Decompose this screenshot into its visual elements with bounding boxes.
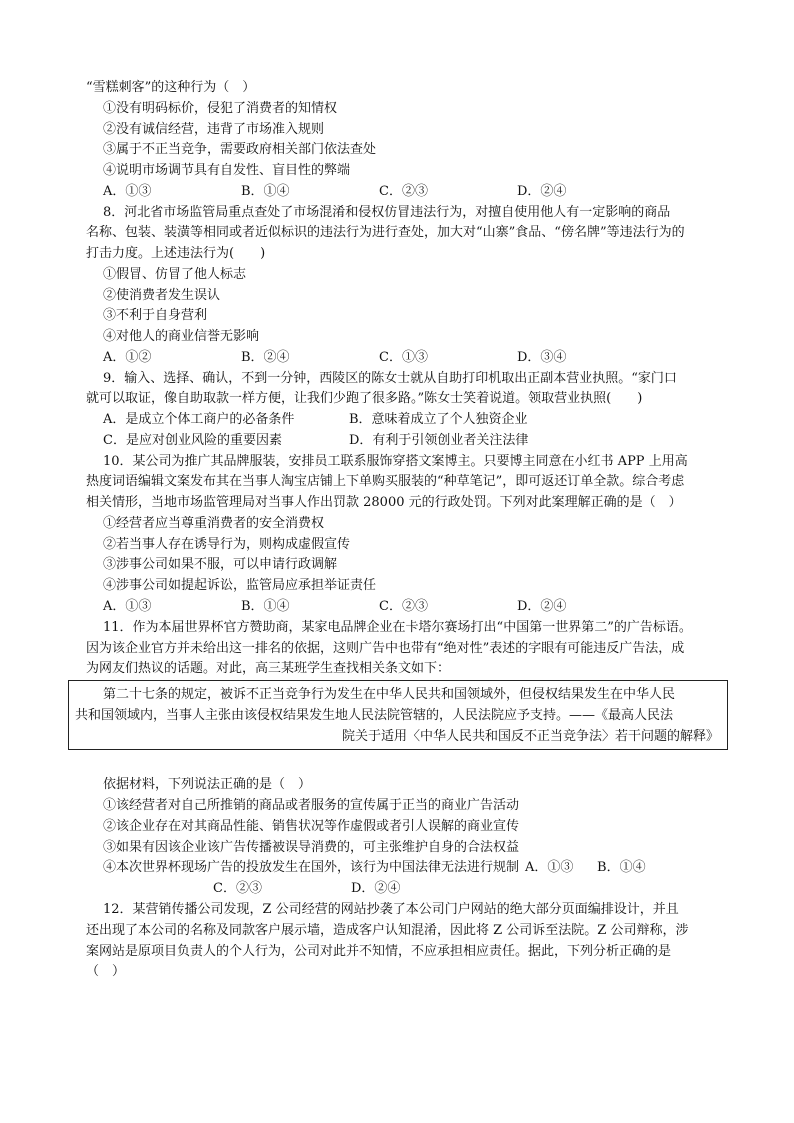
q9-stem-line-2: 就可以取证，像自助取款一样方便，让我们少跑了很多路。”陈女士笑着说道。领取营业执照( ) (86, 391, 643, 406)
q9-option-a[interactable]: A．是成立个体工商户的必备条件 (103, 412, 295, 427)
q10-option-d[interactable]: D．②④ (517, 599, 567, 614)
q11-option-b[interactable]: B．①④ (597, 860, 646, 875)
q8-options (103, 348, 655, 368)
q12-stem-line-4: （ ） (86, 964, 126, 979)
q8-item-2: ②使消费者发生误认 (103, 288, 221, 303)
q8-item-1: ①假冒、仿冒了他人标志 (103, 267, 247, 282)
q8-option-c[interactable]: C．①③ (379, 350, 428, 365)
q12-stem-line-2: 还出现了本公司的名称及同款客户展示墙，造成客户认知混淆，因此将 Z 公司诉至法院。Z 公司辩称，涉 (86, 923, 689, 938)
q11-stem-line-1: 11．作为本届世界杯官方赞助商，某家电品牌企业在卡塔尔赛场打出“中国第一世界第二”的广告标语。 (103, 620, 692, 635)
q10-stem-line-1: 10．某公司为推广其品牌服装，安排员工联系服饰穿搭文案博主。只要博主同意在小红书 APP 上用高 (103, 454, 688, 469)
q11-item-4: ④本次世界杯现场广告的投放发生在国外，该行为中国法律无法进行规制 (103, 860, 520, 875)
q7-option-a[interactable]: A．①③ (103, 184, 152, 199)
q10-option-b[interactable]: B．①④ (241, 599, 290, 614)
q12-stem-line-1: 12．某营销传播公司发现，Z 公司经营的网站抄袭了本公司门户网站的绝大部分页面编排设计，并且 (103, 902, 679, 917)
q9-options-row-2 (103, 431, 595, 451)
q9-option-b[interactable]: B．意味着成立了个人独资企业 (349, 412, 528, 427)
q8-option-b[interactable]: B．②④ (241, 350, 290, 365)
q11-option-a[interactable]: A．①③ (525, 860, 574, 875)
q8-item-4: ④对他人的商业信誉无影响 (103, 329, 260, 344)
q11-quote-line-2: 共和国领域内，当事人主张由该侵权结果发生地人民法院管辖的，人民法院应予支持。——《最高人民法 (75, 708, 674, 723)
q11-quote-box (68, 680, 728, 750)
q7-options (103, 182, 655, 202)
q10-item-3: ③涉事公司如果不服，可以申请行政调解 (103, 557, 338, 572)
q11-stem-line-3: 为网友们热议的话题。对此，高三某班学生查找相关条文如下： (86, 661, 451, 676)
q10-item-4: ④涉事公司如提起诉讼，监管局应承担举证责任 (103, 578, 377, 593)
q8-option-a[interactable]: A．①② (103, 350, 152, 365)
q8-item-3: ③不利于自身营利 (103, 308, 208, 323)
q10-options (103, 597, 655, 617)
q8-stem-line-1: 8．河北省市场监管局重点查处了市场混淆和侵权仿冒违法行为，对擅自使用他人有一定影响的商品 (103, 205, 671, 220)
q7-item-3: ③属于不正当竞争，需要政府相关部门依法查处 (103, 142, 377, 157)
q9-option-d[interactable]: D．有利于引领创业者关注法律 (349, 433, 529, 448)
q11-prompt: 依据材料，下列说法正确的是（ ） (103, 777, 312, 792)
q10-stem-line-2: 热度词语编辑文案发布其在当事人淘宝店铺上下单购买服装的“种草笔记”，即可返还订单全款。综合考虑 (86, 474, 685, 489)
q9-option-c[interactable]: C．是应对创业风险的重要因素 (103, 433, 282, 448)
q7-item-1: ①没有明码标价，侵犯了消费者的知情权 (103, 101, 338, 116)
q10-option-a[interactable]: A．①③ (103, 599, 152, 614)
q8-option-d[interactable]: D．③④ (517, 350, 567, 365)
q11-option-d[interactable]: D．②④ (351, 881, 401, 896)
q10-item-2: ②若当事人存在诱导行为，则构成虚假宣传 (103, 537, 351, 552)
q7-option-c[interactable]: C．②③ (379, 184, 428, 199)
q7-stem: “雪糕刺客”的这种行为（ ） (86, 80, 256, 95)
q11-quote-line-1: 第二十七条的规定，被诉不正当竞争行为发生在中华人民共和国领域外，但侵权结果发生在中华人民 (103, 687, 676, 702)
q11-stem-line-2: 因为该企业官方并未给出这一排名的依据，这则广告中也带有“绝对性”表述的字眼有可能违反广告法，成 (86, 641, 685, 656)
q8-stem-line-2: 名称、包装、装潢等相同或者近似标识的违法行为进行查处，加大对“山寨”食品、“傍名牌”等违法行为的 (86, 225, 685, 240)
q11-item-3: ③如果有因该企业该广告传播被误导消费的，可主张维护自身的合法权益 (103, 840, 520, 855)
q7-item-4: ④说明市场调节具有自发性、盲目性的弊端 (103, 163, 351, 178)
q10-item-1: ①经营者应当尊重消费者的安全消费权 (103, 516, 325, 531)
q11-options-row-2 (213, 879, 489, 899)
q7-option-d[interactable]: D．②④ (517, 184, 567, 199)
q11-option-c[interactable]: C．②③ (213, 881, 262, 896)
q12-stem-line-3: 案网站是原项目负责人的个人行为，公司对此并不知情，不应承担相应责任。据此，下列分析正确的是 (86, 944, 672, 959)
q8-stem-line-3: 打击力度。上述违法行为( ) (86, 246, 266, 261)
q7-option-b[interactable]: B．①④ (241, 184, 290, 199)
q11-quote-line-3: 院关于适用〈中华人民共和国反不正当竞争法〉若干问题的解释》 (341, 729, 719, 744)
q11-item-4-with-options (103, 858, 646, 878)
q7-item-2: ②没有诚信经营，违背了市场准入规则 (103, 122, 325, 137)
q9-options-row-1 (103, 410, 595, 430)
q11-item-1: ①该经营者对自己所推销的商品或者服务的宣传属于正当的商业广告活动 (103, 798, 520, 813)
q9-stem-line-1: 9．输入、选择、确认，不到一分钟，西陵区的陈女士就从自助打印机取出正副本营业执照。“家门口 (103, 371, 677, 386)
q10-option-c[interactable]: C．②③ (379, 599, 428, 614)
q11-item-2: ②该企业存在对其商品性能、销售状况等作虚假或者引人误解的商业宣传 (103, 819, 520, 834)
q10-stem-line-3: 相关情形，当地市场监管理局对当事人作出罚款 28000 元的行政处罚。下列对此案理解正确的是（ ） (86, 495, 682, 510)
